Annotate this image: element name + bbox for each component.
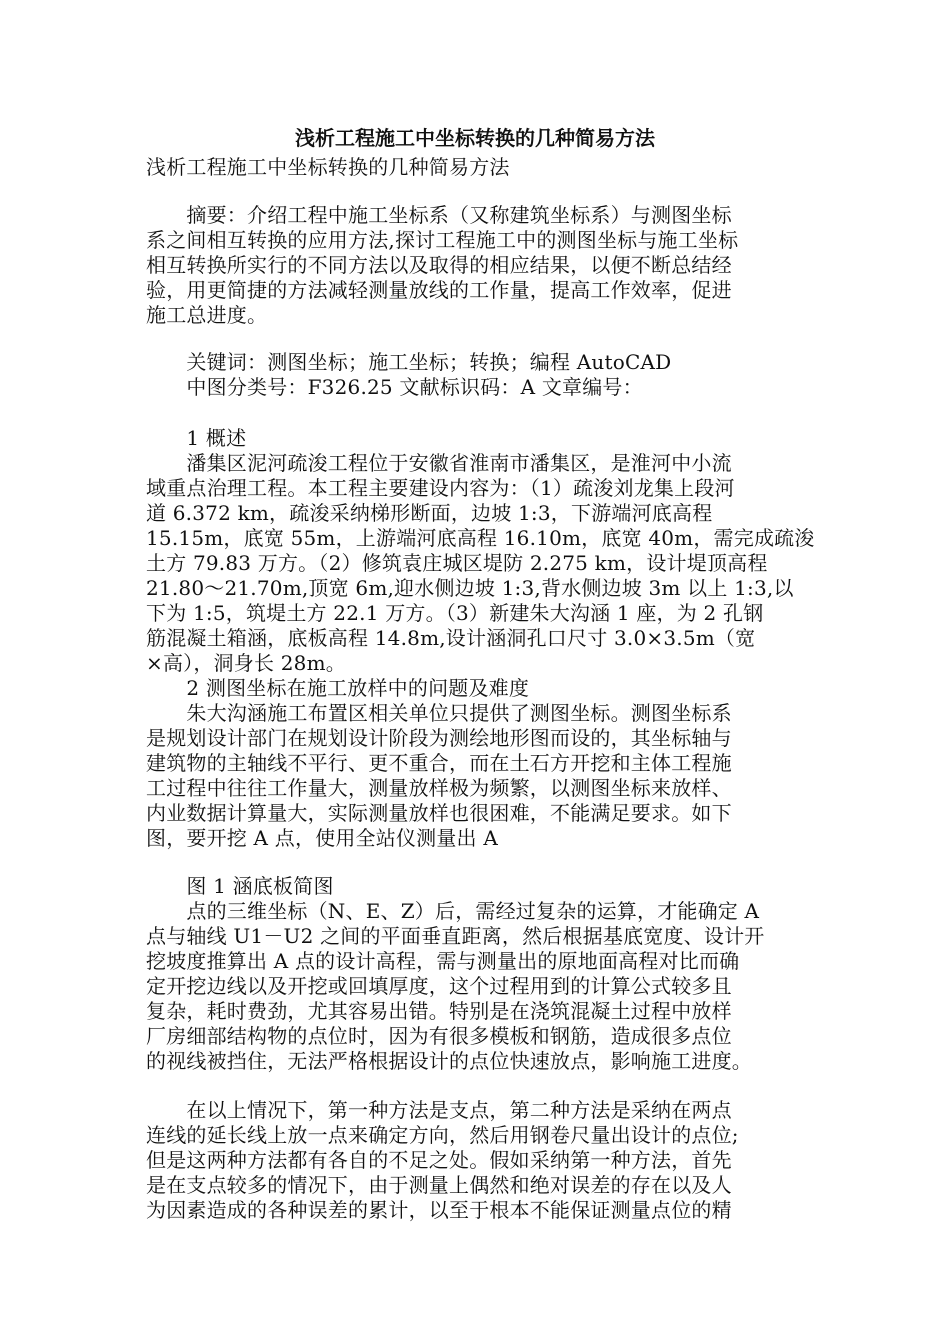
body-line: 施工总进度。 — [146, 303, 268, 327]
body-line: 为因素造成的各种误差的累计，以至于根本不能保证测量点位的精 — [146, 1198, 732, 1222]
body-line: 工过程中往往工作量大，测量放样极为频繁，以测图坐标来放样、 — [146, 776, 732, 800]
body-line: 相互转换所实行的不同方法以及取得的相应结果，以便不断总结经 — [146, 253, 732, 277]
body-line: 验，用更简捷的方法减轻测量放线的工作量，提高工作效率，促进 — [146, 278, 732, 302]
body-line: 点的三维坐标（N、E、Z）后，需经过复杂的运算，才能确定 A — [146, 899, 760, 923]
section-heading: 1 概述 — [146, 426, 247, 450]
body-line: 下为 1:5，筑堤土方 22.1 万方。（3）新建朱大沟涵 1 座，为 2 孔钢 — [146, 601, 764, 625]
body-line: 挖坡度推算出 A 点的设计高程，需与测量出的原地面高程对比而确 — [146, 949, 740, 973]
body-line: 是在支点较多的情况下，由于测量上偶然和绝对误差的存在以及人 — [146, 1173, 732, 1197]
body-line: 点与轴线 U1－U2 之间的平面垂直距离，然后根据基底宽度、设计开 — [146, 924, 765, 948]
body-line: 关键词：测图坐标；施工坐标；转换；编程 AutoCAD — [146, 350, 672, 374]
body-line: 复杂，耗时费劲，尤其容易出错。特别是在浇筑混凝土过程中放样 — [146, 999, 732, 1023]
body-line: 21.80～21.70m,顶宽 6m,迎水侧边坡 1:3,背水侧边坡 3m 以上 1:3,以 — [146, 576, 794, 600]
body-line: 在以上情况下，第一种方法是支点，第二种方法是采纳在两点 — [146, 1098, 732, 1122]
body-line: 是规划设计部门在规划设计阶段为测绘地形图而设的，其坐标轴与 — [146, 726, 732, 750]
subtitle-line: 浅析工程施工中坐标转换的几种简易方法 — [146, 155, 510, 179]
body-line: 厂房细部结构物的点位时，因为有很多模板和钢筋，造成很多点位 — [146, 1024, 732, 1048]
body-line: 摘要：介绍工程中施工坐标系（又称建筑坐标系）与测图坐标 — [146, 203, 732, 227]
body-line: 中图分类号：F326.25 文献标识码：A 文章编号： — [146, 375, 643, 399]
body-line: 潘集区泥河疏浚工程位于安徽省淮南市潘集区，是淮河中小流 — [146, 451, 732, 475]
body-line: 系之间相互转换的应用方法,探讨工程施工中的测图坐标与施工坐标 — [146, 228, 739, 252]
body-line: 道 6.372 km，疏浚采纳梯形断面，边坡 1:3，下游端河底高程 — [146, 501, 713, 525]
body-line: 的视线被挡住，无法严格根据设计的点位快速放点，影响施工进度。 — [146, 1049, 752, 1073]
body-line: 内业数据计算量大，实际测量放样也很困难，不能满足要求。如下 — [146, 801, 732, 825]
body-line: 图，要开挖 A 点，使用全站仪测量出 A — [146, 826, 498, 850]
body-line: 土方 79.83 万方。（2）修筑袁庄城区堤防 2.275 km，设计堤顶高程 — [146, 551, 768, 575]
body-line: 建筑物的主轴线不平行、更不重合，而在土石方开挖和主体工程施 — [146, 751, 732, 775]
body-line: 域重点治理工程。本工程主要建设内容为：（1）疏浚刘龙集上段河 — [146, 476, 735, 500]
body-line: 15.15m，底宽 55m，上游端河底高程 16.10m，底宽 40m，需完成疏浚 — [146, 526, 815, 550]
body-line: 朱大沟涵施工布置区相关单位只提供了测图坐标。测图坐标系 — [146, 701, 732, 725]
figure-caption: 图 1 涵底板简图 — [146, 874, 334, 898]
document-title: 浅析工程施工中坐标转换的几种简易方法 — [295, 126, 655, 150]
section-heading: 2 测图坐标在施工放样中的问题及难度 — [146, 676, 530, 700]
body-line: 连线的延长线上放一点来确定方向，然后用钢卷尺量出设计的点位; — [146, 1123, 739, 1147]
body-line: ×高），洞身长 28m。 — [146, 651, 346, 675]
body-line: 定开挖边线以及开挖或回填厚度，这个过程用到的计算公式较多且 — [146, 974, 732, 998]
body-line: 筋混凝土箱涵，底板高程 14.8m,设计涵洞孔口尺寸 3.0×3.5m（宽 — [146, 626, 756, 650]
body-line: 但是这两种方法都有各自的不足之处。假如采纳第一种方法，首先 — [146, 1148, 732, 1172]
